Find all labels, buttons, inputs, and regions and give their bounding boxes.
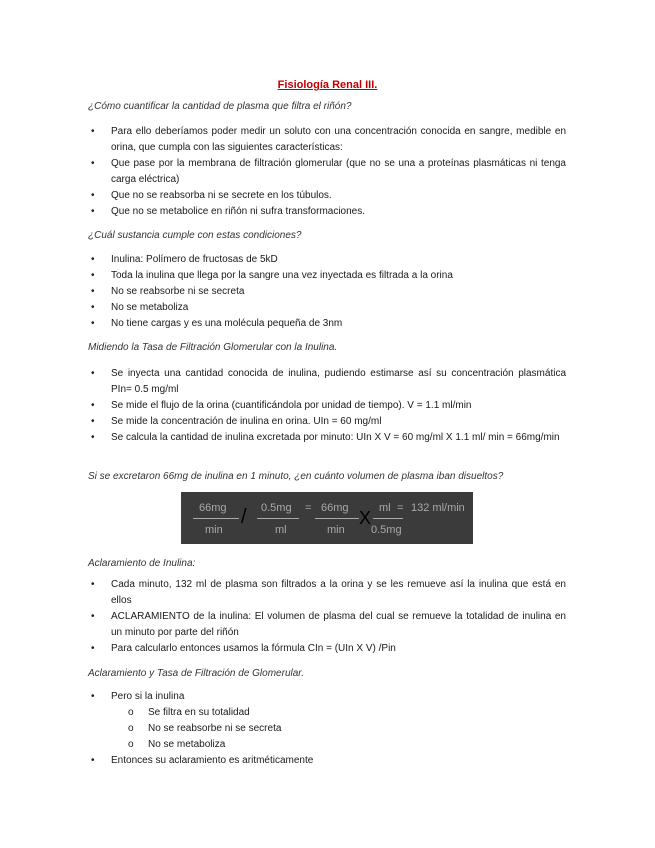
fraction-3-numerator: 66mg	[321, 502, 349, 514]
question-plasma-filtration: ¿Cómo cuantificar la cantidad de plasma que filtra el riñón?	[88, 101, 352, 112]
fraction-2-denominator: ml	[275, 524, 287, 536]
equals-sign-1: =	[305, 502, 312, 514]
list-item: • Que no se metabolice en riñón ni sufra transformaciones.	[91, 206, 366, 217]
fraction-2-bar	[257, 518, 299, 519]
fraction-1-numerator: 66mg	[199, 502, 227, 514]
page-title: Fisiología Renal III.	[277, 79, 378, 91]
clearance-list	[88, 577, 566, 657]
gfr-steps-list	[88, 366, 566, 446]
fraction-1-denominator: min	[205, 524, 223, 536]
fraction-1-bar	[193, 518, 239, 519]
inulin-properties-list	[88, 252, 566, 332]
list-item: • Para ello deberíamos poder medir un soluto con una concentración conocida en sangre, medible en orina, que cumpla con las siguientes características:	[91, 126, 566, 153]
section-heading-gfr: Midiendo la Tasa de Filtración Glomerular con la Inulina.	[88, 342, 338, 353]
list-item: • ACLARAMIENTO de la inulina: El volumen de plasma del cual se remueve la totalidad de inulina en un minuto por parte del riñón	[91, 611, 566, 638]
divide-slash: /	[241, 506, 247, 528]
list-item: • No se reabsorbe ni se secreta	[91, 286, 245, 297]
list-item: • Inulina: Polímero de fructosas de 5kD	[91, 254, 278, 265]
list-item: • Para calcularlo entonces usamos la fórmula CIn = (UIn X V) /Pin	[91, 643, 396, 654]
list-item: • Se calcula la cantidad de inulina excretada por minuto: UIn X V = 60 mg/ml X 1.1 ml/ min = 66mg/min	[91, 432, 560, 443]
question-plasma-volume: Si se excretaron 66mg de inulina en 1 minuto, ¿en cuánto volumen de plasma iban disueltos?	[88, 471, 504, 482]
list-item: • Se mide la concentración de inulina en orina. UIn = 60 mg/ml	[91, 416, 382, 427]
conclusion-list	[88, 689, 566, 769]
list-item: • Entonces su aclaramiento es aritméticamente	[91, 755, 314, 766]
list-item: • Toda la inulina que llega por la sangre una vez inyectada es filtrada a la orina	[91, 270, 453, 281]
list-item: • No tiene cargas y es una molécula pequeña de 3nm	[91, 318, 343, 329]
sub-list-item: o No se metaboliza	[128, 739, 226, 750]
section-heading-clearance: Aclaramiento de Inulina:	[88, 558, 196, 569]
sub-list-item: o Se filtra en su totalidad	[128, 707, 250, 718]
fraction-4-denominator: 0.5mg	[371, 524, 402, 536]
section-heading-clearance-gfr: Aclaramiento y Tasa de Filtración de Glomerular.	[88, 668, 305, 679]
fraction-4-numerator: ml	[379, 502, 391, 514]
question-substance: ¿Cuál sustancia cumple con estas condiciones?	[88, 230, 302, 241]
sub-list-item: o No se reabsorbe ni se secreta	[128, 723, 282, 734]
fraction-4-bar	[373, 518, 403, 519]
list-item: • Que pase por la membrana de filtración glomerular (que no se una a proteínas plasmáticas ni tenga carga eléctrica)	[91, 158, 566, 185]
equals-sign-2: =	[397, 502, 404, 514]
list-item: • Cada minuto, 132 ml de plasma son filtrados a la orina y se les remueve así la inulina que está en ellos	[91, 579, 566, 606]
list-item: • Que no se reabsorba ni se secrete en los túbulos.	[91, 190, 332, 201]
fraction-3-bar	[315, 518, 359, 519]
formula-result: 132 ml/min	[411, 502, 465, 514]
requirements-list	[88, 124, 566, 220]
list-item: • No se metaboliza	[91, 302, 189, 313]
fraction-3-denominator: min	[327, 524, 345, 536]
sub-list	[88, 705, 566, 753]
times-sign: X	[359, 508, 372, 528]
list-item: • Se mide el flujo de la orina (cuantificándola por unidad de tiempo). V = 1.1 ml/min	[91, 400, 472, 411]
clearance-formula-image	[181, 492, 473, 544]
list-item: • Pero si la inulina o Se filtra en su totalidad o No se reabsorbe ni se secreta o No se metaboliza	[88, 689, 566, 753]
fraction-2-numerator: 0.5mg	[261, 502, 292, 514]
list-item: • Se inyecta una cantidad conocida de inulina, pudiendo estimarse así su concentración plasmática PIn= 0.5 mg/ml	[91, 368, 566, 395]
